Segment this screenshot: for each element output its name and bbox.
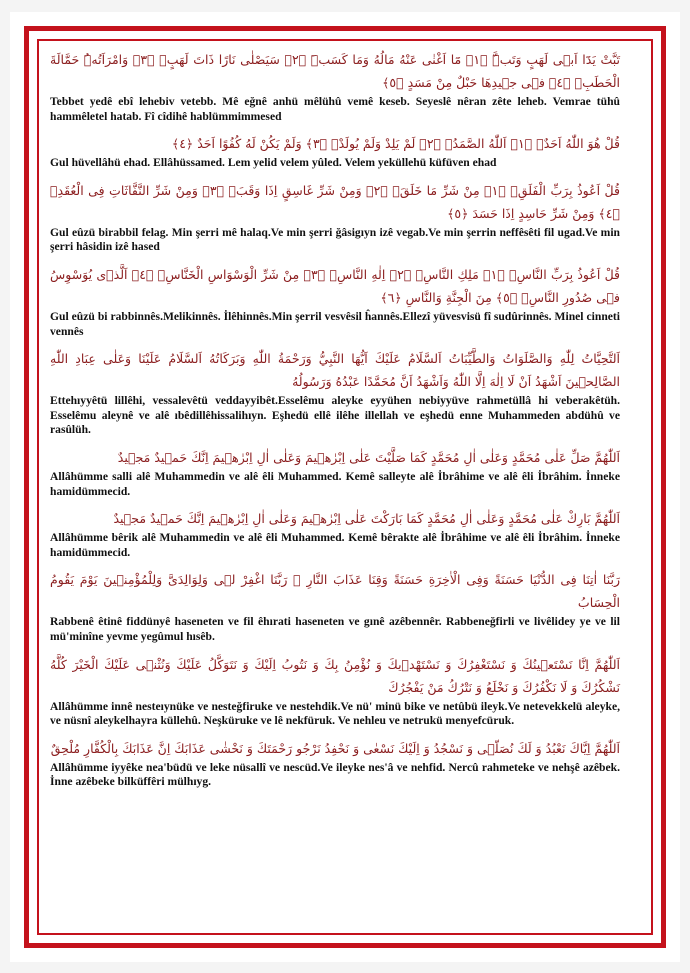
prayer-section-rabbena	[50, 568, 620, 644]
arabic-text: اَلتَّحِيَّاتُ لِلّٰهِ وَالصَّلَوَاتُ وَالطَّيِّبَاتُ اَلسَّلَامُ عَلَيْكَ اَيُّهَا النَّبِيُّ وَرَحْمَةُ اللّٰهِ وَبَرَكَاتُهُ اَلسَّلَامُ عَلَيْنَا وَعَلٰى عِبَادِ اللّٰهِ الصَّالِحٖينَ اَشْهَدُ اَنْ لَا اِلٰهَ اِلَّا اللّٰهُ وَاَشْهَدُ اَنَّ مُحَمَّدًا عَبْدُهُ وَرَسُولُهُ	[50, 351, 620, 390]
arabic-text: اَللّٰهُمَّ اِيَّاكَ نَعْبُدُ وَ لَكَ نُصَلّٖى وَ نَسْجُدُ وَ اِلَيْكَ نَسْعٰى وَ نَحْفِدُ نَرْجُو رَحْمَتَكَ وَ نَخْشٰى عَذَابَكَ اِنَّ عَذَابَكَ بِالْكُفَّارِ مُلْحِقٌ	[50, 740, 620, 756]
prayer-section-nas	[50, 263, 620, 339]
prayer-section-ettehiyyatu	[50, 347, 620, 438]
prayer-section-salli	[50, 446, 620, 499]
transliteration-text: Gul eûzü bi rabbinnês.Melikinnês. İlêhinnês.Min şerril vesvêsil ĥannês.Ellezî yüvesvisü fî sudûrinnês. Minel cinneti vennês	[50, 309, 620, 338]
arabic-text: اَللّٰهُمَّ اِنَّا نَسْتَعٖينُكَ وَ نَسْتَغْفِرُكَ وَ نَسْتَهْدٖيكَ وَ نُؤْمِنُ بِكَ وَ نَتُوبُ اِلَيْكَ وَ نَتَوَكَّلُ عَلَيْكَ وَنُثْنٖى عَلَيْكَ الْخَيْرَ كُلَّهُ نَشْكُرُكَ وَ لَا نَكْفُرُكَ وَ نَخْلَعُ وَ نَتْرُكُ مَنْ يَفْجُرُكَ	[50, 656, 620, 695]
transliteration-text: Allâhümme iyyêke nea'büdü ve leke nüsallî ve nescüd.Ve ileyke nes'â ve nehfid. Nercû rahmeteke ve nehşê azêbek. İnne azêbeke bilküffêri mülhıyg.	[50, 760, 620, 789]
prayer-section-kunut-2	[50, 737, 620, 790]
transliteration-text: Ettehıyyêtü lillêhi, vessalevêtü veddayyibêt.Esselêmu aleyke eyyühen nebiyyüve rahmetüllâ hi veberakêtüh. Esselêmu aleynê ve alê ıbêdillêhissalihıyn. Eşhedü ellê ilêhe illellah ve eşhedü enne Muhammeden abdühû ve rasûlüh.	[50, 394, 620, 437]
transliteration-text: Tebbet yedê ebî lehebiv vetebb. Mê eğnê anhü mêlühû vemê keseb. Seyeslê nêran zête leheb. Vemrae tühû hammêletel hatab. Fî cîdihê hablümmimmesed	[50, 95, 620, 123]
transliteration-text: Allâhümme salli alê Muhammedin ve alê êli Muhammed. Kemê salleyte alê İbrâhime ve alê êli İbrâhim. İnneke hamidümmecid.	[50, 469, 620, 498]
arabic-text: اَللّٰهُمَّ صَلِّ عَلٰى مُحَمَّدٍ وَعَلٰى اٰلِ مُحَمَّدٍ كَمَا صَلَّيْتَ عَلٰى اِبْرٰهٖيمَ وَعَلٰى اٰلِ اِبْرٰهٖيمَ اِنَّكَ حَمٖيدٌ مَجٖيدٌ	[117, 449, 620, 465]
arabic-text: قُلْ هُوَ اللّٰهُ اَحَدٌۚ ﴿١﴾ اَللّٰهُ الصَّمَدُۚ ﴿٢﴾ لَمْ يَلِدْ وَلَمْ يُولَدْۙ ﴿٣﴾ وَلَمْ يَكُنْ لَهُ كُفُوًا اَحَدٌ ﴿٤﴾	[171, 136, 620, 152]
prayer-section-felak	[50, 179, 620, 255]
prayer-section-barik	[50, 507, 620, 560]
transliteration-text: Allâhümme innê nesteıynüke ve nesteğfiruke ve nestehdik.Ve nü' minü bike ve netûbü ileyk.Ve netevekkelü aleyke, ve nüsnî aleykelhayra küllehû. Neşküruke ve lê nekfüruk. Ve nehleu ve netrukü menyefcüruk.	[50, 699, 620, 728]
prayer-section-ihlas	[50, 132, 620, 171]
transliteration-text: Gul hüvellâhü ehad. Ellâhüssamed. Lem yelid velem yûled. Velem yeküllehü küfüven ehad	[50, 156, 497, 170]
arabic-text: قُلْ اَعُوذُ بِرَبِّ النَّاسِۙ ﴿١﴾ مَلِكِ النَّاسِۙ ﴿٢﴾ اِلٰهِ النَّاسِۙ ﴿٣﴾ مِنْ شَرِّ الْوَسْوَاسِ الْخَنَّاسِۙ ﴿٤﴾ اَلَّذٖى يُوَسْوِسُ فٖى صُدُورِ النَّاسِۙ ﴿٥﴾ مِنَ الْجِنَّةِ وَالنَّاسِ ﴿٦﴾	[50, 266, 621, 305]
arabic-text: رَبَّنَا اٰتِنَا فِى الدُّنْيَا حَسَنَةً وَفِى الْاٰخِرَةِ حَسَنَةً وَقِنَا عَذَابَ النَّارِ ۞ رَبَّنَا اغْفِرْ لٖى وَلِوَالِدَىَّ وَلِلْمُؤْمِنٖينَ يَوْمَ يَقُومُ الْحِسَابُ	[50, 572, 620, 611]
transliteration-text: Allâhümme bêrik alê Muhammedin ve alê êli Muhammed. Kemê bêrakte alê İbrâhime ve alê êli İbrâhim. İnneke hamidümmecid.	[50, 531, 620, 559]
transliteration-text: Gul eûzü birabbil felag. Min şerri mê halaq.Ve min şerri ğâsigıyn izê vegab.Ve min şerrin neffêsêti fil ugad.Ve min şerri hâsidin izê hased	[50, 225, 620, 254]
arabic-text: تَبَّتْ يَدَٓا اَبٖى لَهَبٍ وَتَبَّۜ ﴿١﴾ مَٓا اَغْنٰى عَنْهُ مَالُهُ وَمَا كَسَبَۜ ﴿٢﴾ سَيَصْلٰى نَارًا ذَاتَ لَهَبٍۚ ﴿٣﴾ وَامْرَاَتُهُۜ حَمَّالَةَ الْحَطَبِۚ ﴿٤﴾ فٖى جٖيدِهَا حَبْلٌ مِنْ مَسَدٍ ﴿٥﴾	[50, 52, 620, 90]
prayer-section-tebbet	[50, 48, 620, 124]
arabic-text: اَللّٰهُمَّ بَارِكْ عَلٰى مُحَمَّدٍ وَعَلٰى اٰلِ مُحَمَّدٍ كَمَا بَارَكْتَ عَلٰى اِبْرٰهٖيمَ وَعَلٰى اٰلِ اِبْرٰهٖيمَ اِنَّكَ حَمٖيدٌ مَجٖيدٌ	[113, 511, 620, 527]
document-page	[10, 12, 680, 962]
transliteration-text: Rabbenê êtinê fiddünyê haseneten ve fil êhırati haseneten ve gınê azêbennêr. Rabbeneğfirli ve livêlidey ye ve lil mü'minîne yevme yegûmul hısêb.	[50, 615, 620, 643]
prayers-content	[50, 48, 620, 918]
arabic-text: قُلْ اَعُوذُ بِرَبِّ الْفَلَقِۙ ﴿١﴾ مِنْ شَرِّ مَا خَلَقَۙ ﴿٢﴾ وَمِنْ شَرِّ غَاسِقٍ اِذَا وَقَبَۙ ﴿٣﴾ وَمِنْ شَرِّ النَّفَّاثَاتِ فِى الْعُقَدِۙ ﴿٤﴾ وَمِنْ شَرِّ حَاسِدٍ اِذَا حَسَدَ ﴿٥﴾	[50, 182, 620, 221]
prayer-section-kunut-1	[50, 653, 620, 729]
